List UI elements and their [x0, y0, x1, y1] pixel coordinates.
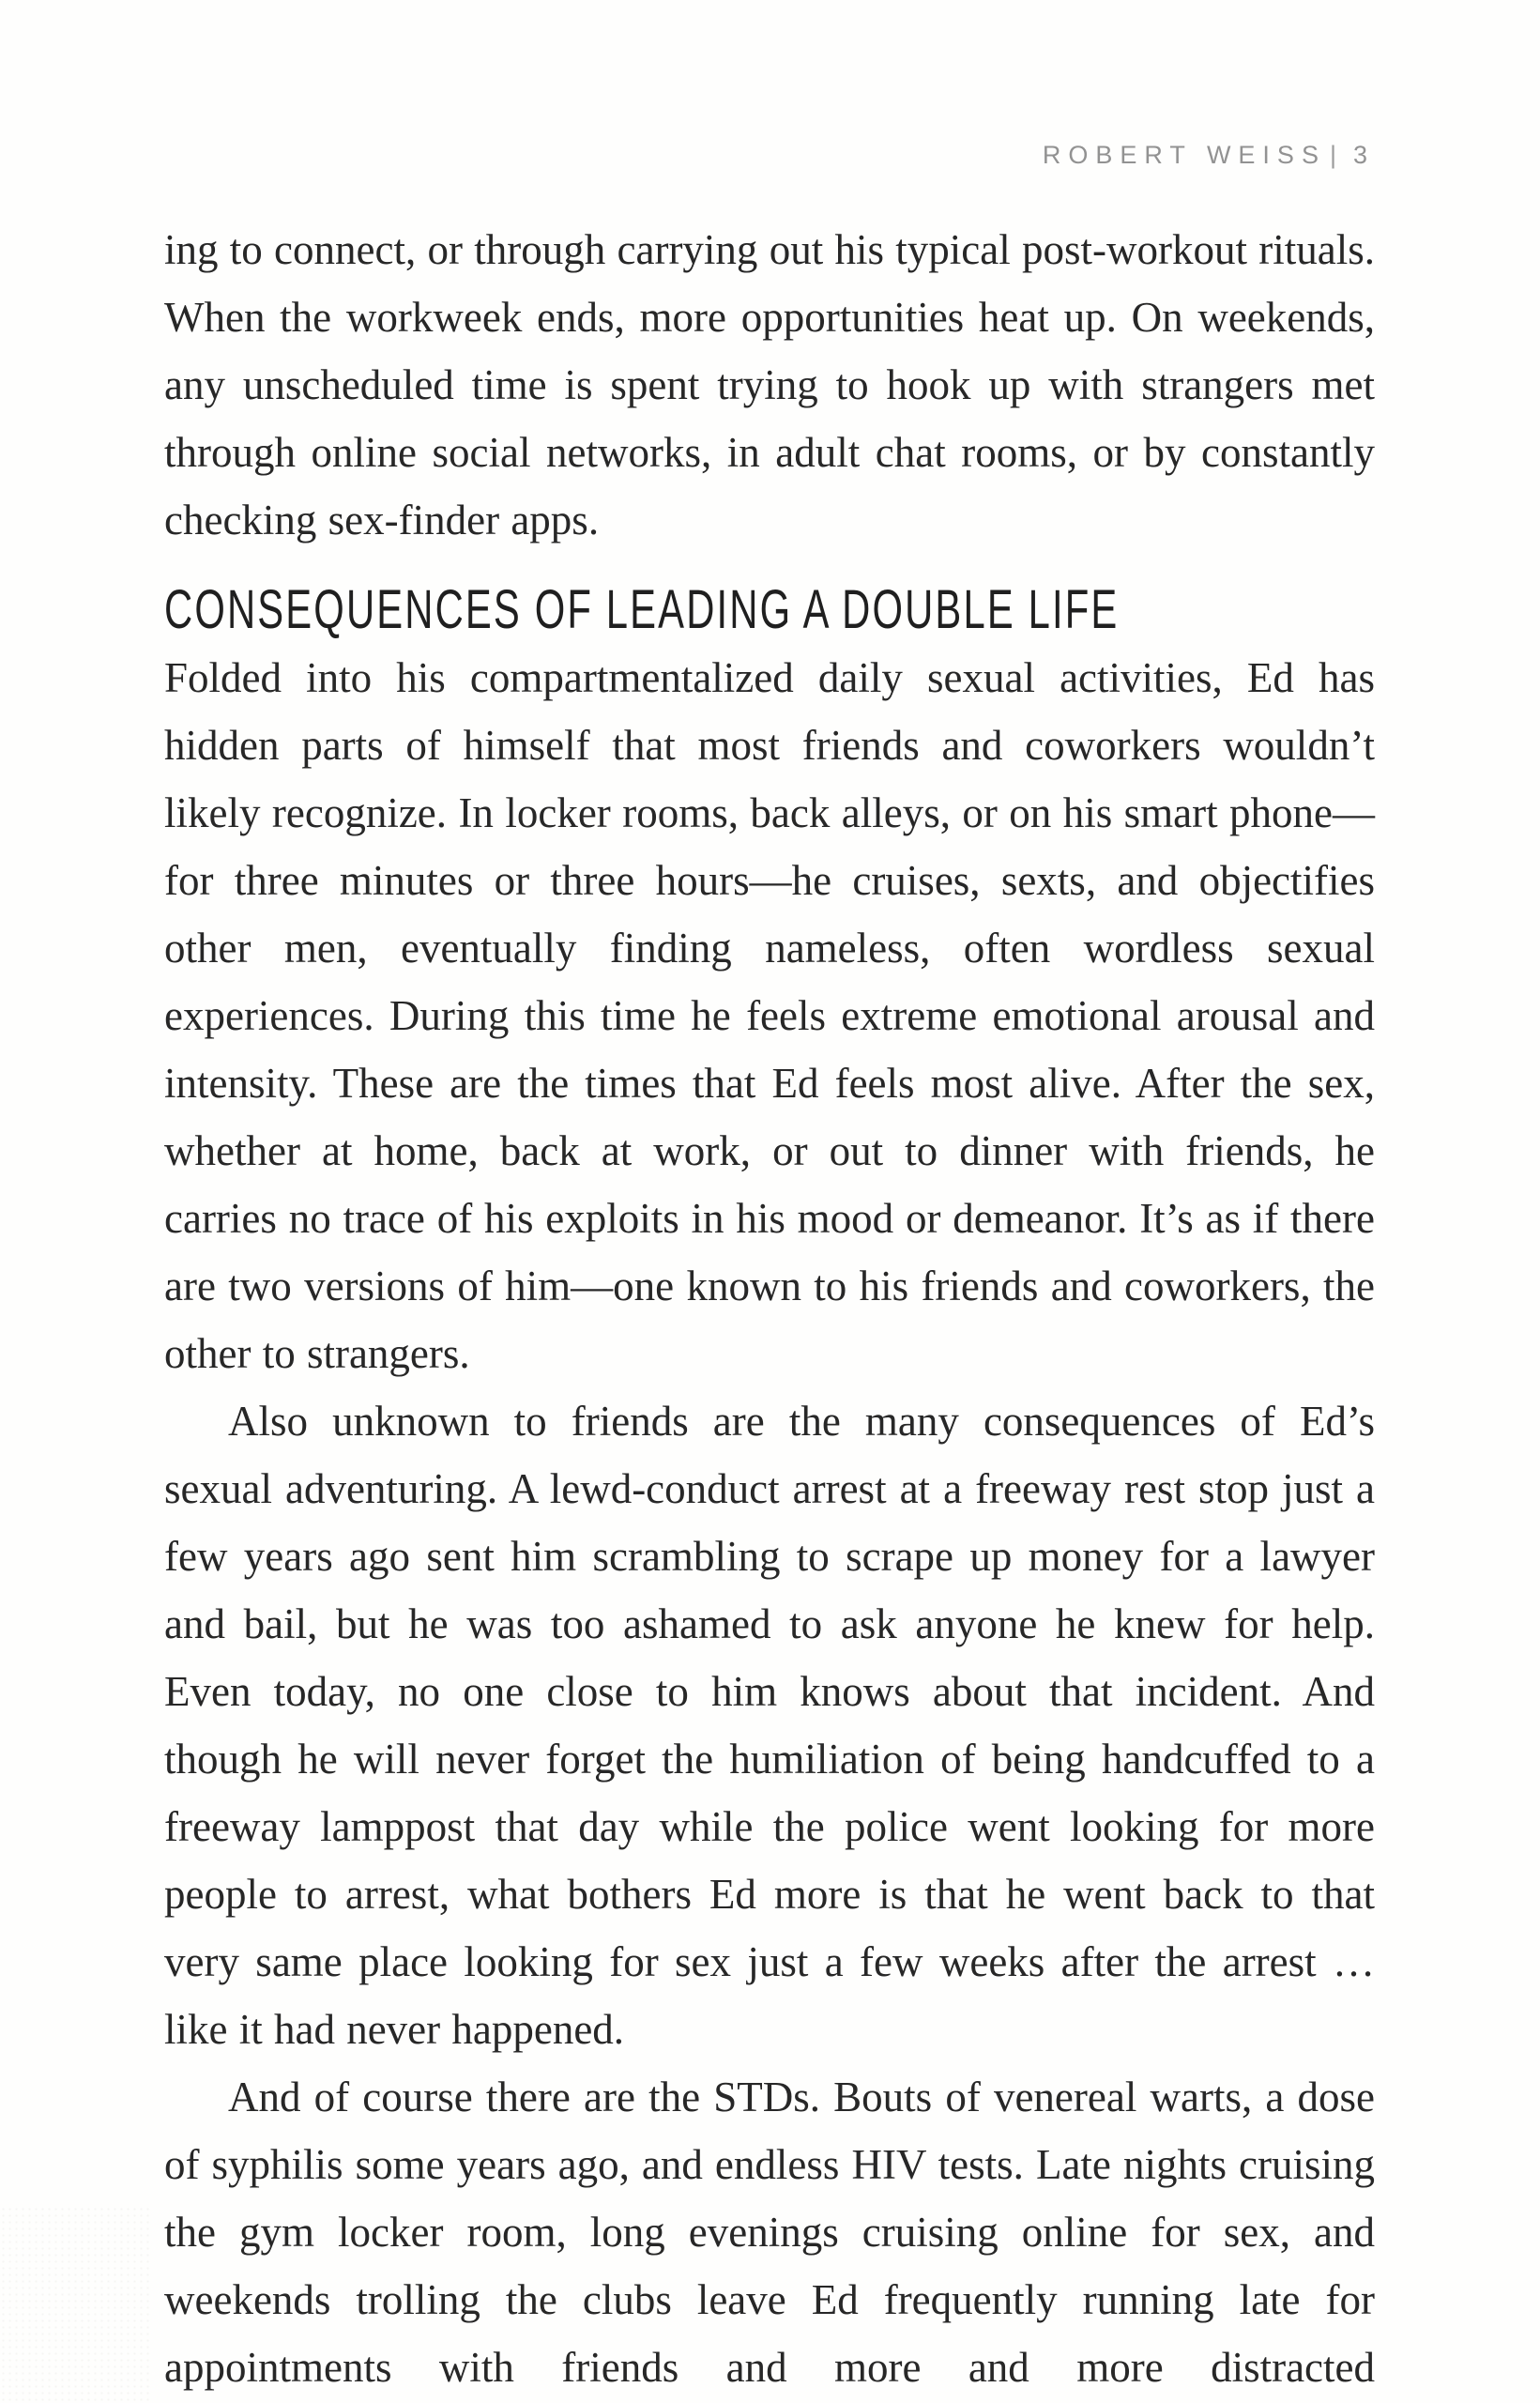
page-number: 3 — [1352, 141, 1375, 169]
running-header-author: ROBERT WEISS — [1042, 141, 1326, 169]
running-header-separator: | — [1329, 141, 1344, 169]
body-paragraph: And of course there are the STDs. Bouts of venereal warts, a dose of syphilis some years ago, and endless HIV tests. Late nights cruising the gym locker room, long evenings cruising online for sex, and weekends trolling the clubs leave Ed frequently running late for appointments with friends and more and more distracted — [164, 2074, 1375, 2391]
section-heading-text: CONSEQUENCES OF LEADING A DOUBLE LIFE — [164, 579, 1120, 640]
body-paragraph: Folded into his compartmentalized daily sexual activities, Ed has hidden parts of himself that most friends and coworkers wouldn’t likely recognize. In locker rooms, back alleys, or on his smart phone—for three minutes or three hours—he cruises, sexts, and objectifies other men, eventually finding nameless, often wordless sexual experiences. During this time he feels extreme emotional arousal and intensity. These are the times that Ed feels most alive. After the sex, whether at home, back at work, or out to dinner with friends, he carries no trace of his exploits in his mood or demeanor. It’s as if there are two versions of him—one known to his friends and coworkers, the other to strangers. — [164, 654, 1375, 1377]
section-heading — [164, 580, 1375, 640]
running-header — [164, 139, 1375, 171]
scan-corner-texture — [0, 2206, 150, 2403]
body-paragraph-continuation: ing to connect, or through carrying out his typical post-workout rituals. When the workweek ends, more opportunities heat up. On weekends, any unscheduled time is spent trying to hook up with strangers met through online social networks, in adult chat rooms, or by constantly checking sex-finder apps. — [164, 226, 1375, 543]
body-paragraph: Also unknown to friends are the many consequences of Ed’s sexual adventuring. A lewd-conduct arrest at a freeway rest stop just a few years ago sent him scrambling to scrape up money for a lawyer and bail, but he was too ashamed to ask anyone he knew for help. Even today, no one close to him knows about that incident. And though he will never forget the humiliation of being handcuffed to a freeway lamppost that day while the police went looking for more people to arrest, what bothers Ed more is that he went back to that very same place looking for sex just a few weeks after the arrest … like it had never happened. — [164, 1398, 1375, 2053]
